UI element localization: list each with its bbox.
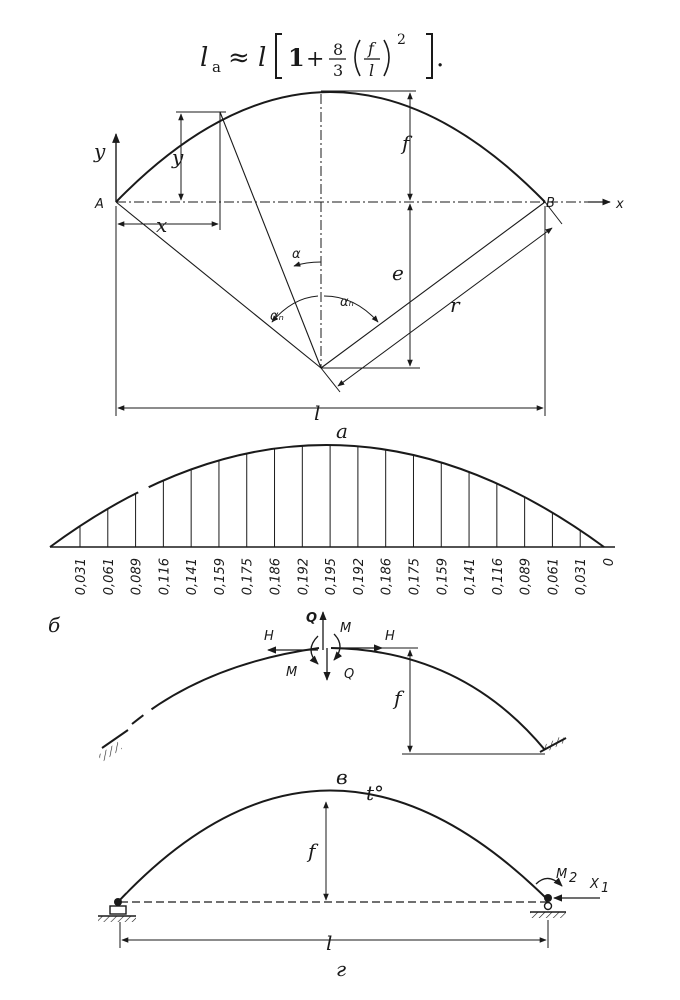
formula-lhs-sub: a xyxy=(212,58,221,76)
caption-v: в xyxy=(336,765,348,789)
ordinate-label: 0,031 xyxy=(574,558,590,596)
label-M-top: M xyxy=(340,621,352,636)
label-alpha-n-left: αₙ xyxy=(270,309,284,324)
label-B: B xyxy=(546,196,555,211)
support-g-left-pin xyxy=(114,898,122,906)
ordinate-label: 0,192 xyxy=(351,558,367,596)
label-M2: M xyxy=(556,867,568,882)
caption-a: а xyxy=(336,419,348,443)
label-l-g: l xyxy=(326,931,333,955)
formula-num8: 8 xyxy=(333,40,344,59)
label-M2-sub: 2 xyxy=(569,871,578,886)
formula-exp: 2 xyxy=(397,32,406,48)
support-g-right-pin2 xyxy=(545,903,552,910)
radius-right xyxy=(321,202,545,368)
arch-a-gap xyxy=(148,148,158,160)
label-l: l xyxy=(314,401,321,425)
label-X1: X xyxy=(590,877,599,892)
formula-bracket-right xyxy=(426,34,432,78)
label-x-axis: x xyxy=(616,197,624,212)
formula-l: l xyxy=(258,43,267,73)
ordinate-labels xyxy=(74,558,617,595)
radius-left xyxy=(116,202,321,368)
label-e: e xyxy=(392,261,404,285)
ordinate-curve-gap xyxy=(138,486,148,492)
ordinate-label: 0,195 xyxy=(324,558,340,596)
support-g-left-box xyxy=(110,906,126,914)
arch-g xyxy=(118,790,548,902)
support-g-right-hatch xyxy=(530,912,566,918)
label-f: f xyxy=(402,131,410,155)
arch-v-right xyxy=(331,648,545,750)
label-Q-top: Q xyxy=(306,611,318,626)
ordinate-label: 0,061 xyxy=(546,558,562,596)
figure-g xyxy=(98,781,609,981)
label-alpha: α xyxy=(292,247,301,262)
formula-f: f xyxy=(368,39,374,58)
formula-paren-right xyxy=(384,40,389,76)
formula-dot: . xyxy=(436,43,445,73)
ordinate-label: 0,141 xyxy=(185,558,201,596)
label-A: A xyxy=(95,197,104,212)
label-H-right: H xyxy=(385,629,395,644)
figure-a xyxy=(93,91,624,443)
ordinate-label: 0,159 xyxy=(435,558,451,596)
ordinate-label: 0,089 xyxy=(518,558,534,596)
figure-v xyxy=(98,611,566,789)
support-v-left-hatch xyxy=(98,742,122,762)
label-M-bottom: M xyxy=(286,665,298,680)
caption-b: б xyxy=(48,613,61,637)
arch-v-left xyxy=(132,648,319,724)
formula xyxy=(200,32,444,80)
label-f-g: f xyxy=(308,839,316,863)
ordinate-label: 0,141 xyxy=(463,558,479,596)
label-x: x xyxy=(156,213,168,237)
ordinate-lines xyxy=(80,445,580,547)
ordinate-label: 0,031 xyxy=(74,558,89,596)
ordinate-label: 0,175 xyxy=(407,558,423,596)
support-g-left-hatch xyxy=(98,916,136,922)
ordinate-label: 0,192 xyxy=(296,558,312,596)
radius-point xyxy=(220,112,321,368)
formula-l2: l xyxy=(369,61,375,80)
ordinate-label: 0,089 xyxy=(129,558,145,596)
ordinate-label: 0,159 xyxy=(212,558,228,596)
formula-plus: + xyxy=(306,47,325,72)
ordinate-label: 0,175 xyxy=(240,558,256,596)
ordinate-curve xyxy=(50,445,604,547)
label-Q-bottom: Q xyxy=(344,667,355,682)
ordinate-label: 0,186 xyxy=(268,558,284,596)
label-X1-sub: 1 xyxy=(601,881,610,896)
alpha-arc xyxy=(294,262,321,266)
label-y: y xyxy=(172,145,184,169)
label-r: r xyxy=(450,293,460,317)
r-dim xyxy=(338,228,552,386)
label-f-v: f xyxy=(394,686,402,710)
formula-paren-left xyxy=(355,40,360,76)
moment-right xyxy=(334,634,340,660)
formula-lhs: l xyxy=(200,43,209,73)
ordinate-label: 0,116 xyxy=(490,558,506,596)
ordinate-label: 0,186 xyxy=(379,558,395,596)
radius-ext xyxy=(321,368,340,392)
formula-den3: 3 xyxy=(333,61,344,80)
ordinate-label: 0,116 xyxy=(157,558,173,596)
support-g-right-pin xyxy=(544,894,552,902)
caption-g: г xyxy=(336,957,347,981)
arch-v-gap xyxy=(144,710,152,716)
formula-approx: ≈ xyxy=(228,43,250,73)
formula-one: 1 xyxy=(288,43,305,72)
ordinate-label: 0,061 xyxy=(101,558,117,596)
ordinate-label: 0 xyxy=(602,558,617,567)
label-t: t° xyxy=(366,781,385,805)
label-y-axis: y xyxy=(94,139,106,163)
support-v-right-hatch xyxy=(543,735,566,752)
formula-bracket-left xyxy=(276,34,282,78)
label-alpha-n-right: αₙ xyxy=(340,295,354,310)
figure-b xyxy=(48,445,617,637)
label-H-left: H xyxy=(264,629,274,644)
